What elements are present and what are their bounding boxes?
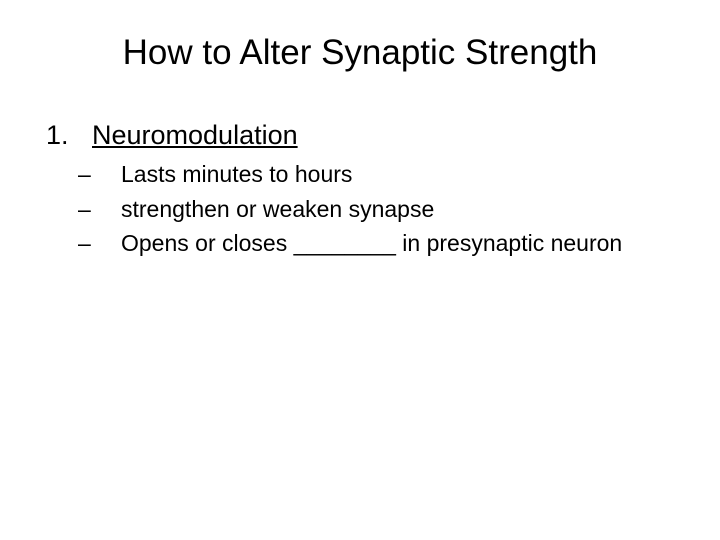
- item-number: 1.: [46, 120, 69, 150]
- sub-bullet-list: [78, 157, 678, 261]
- sub-bullet: [78, 157, 678, 192]
- sub-bullet: [78, 226, 678, 261]
- sub-bullet-text: strengthen or weaken synapse: [121, 195, 435, 222]
- slide-title: How to Alter Synaptic Strength: [122, 33, 598, 72]
- sub-bullet: [78, 192, 678, 227]
- numbered-item: [46, 116, 298, 154]
- dash-marker: –: [78, 195, 91, 222]
- sub-bullet-text: Lasts minutes to hours: [121, 161, 353, 187]
- dash-marker: –: [78, 161, 91, 187]
- dash-marker: –: [78, 230, 91, 256]
- item-label: Neuromodulation: [92, 120, 298, 150]
- sub-bullet-text: Opens or closes ________ in presynaptic neuron: [121, 230, 623, 256]
